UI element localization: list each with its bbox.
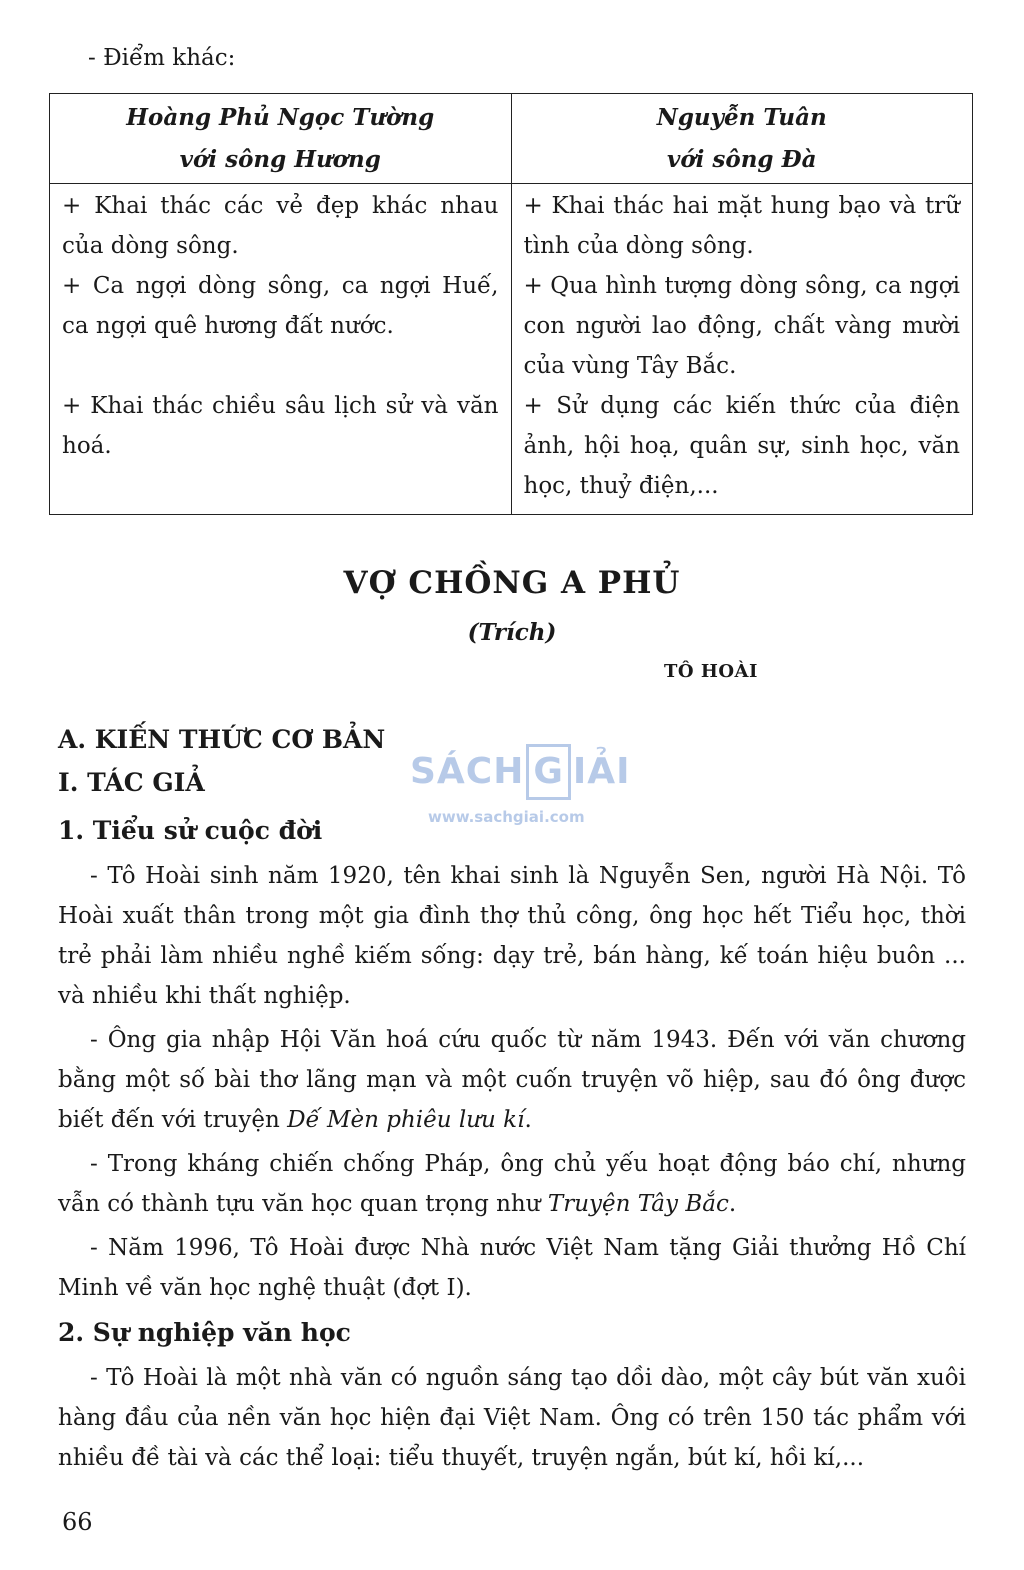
header-line: Nguyễn Tuân <box>656 104 827 131</box>
paragraph-text: . <box>524 1107 532 1133</box>
paragraph-text: . <box>728 1191 737 1217</box>
author-name: TÔ HOÀI <box>664 661 758 682</box>
page-title: VỢ CHỒNG A PHỦ <box>343 565 681 601</box>
watermark-url: www.sachgiai.com <box>428 808 585 826</box>
paragraph: - Tô Hoài là một nhà văn có nguồn sáng tạo dồi dào, một cây bút văn xuôi hàng đầu của nền văn học hiện đại Việt Nam. Ông có trên 150 tác phẩm với nhiều đề tài và các thể loại: tiểu thuyết, truyện ngắn, bút kí, hồi kí,... <box>58 1365 966 1471</box>
paragraph: - Tô Hoài sinh năm 1920, tên khai sinh là Nguyễn Sen, người Hà Nội. Tô Hoài xuất thân trong một gia đình thợ thủ công, ông học hết Tiểu học, thời trẻ phải làm nhiều nghề kiếm sống: dạy trẻ, bán hàng, kế toán hiệu buôn ... và nhiều khi thất nghiệp. <box>58 863 966 1009</box>
paragraph <box>58 1144 966 1224</box>
header-line: Hoàng Phủ Ngọc Tường <box>126 104 435 131</box>
work-title: Truyện Tây Bắc <box>547 1191 729 1217</box>
table-cell-col1 <box>50 184 512 515</box>
table-header-hoang-phu-ngoc-tuong <box>50 94 512 184</box>
page-number: 66 <box>62 1508 93 1536</box>
paragraph-text: - Trong kháng chiến chống Pháp, ông chủ yếu hoạt động báo chí, nhưng vẫn có thành tựu văn học quan trọng như <box>58 1151 966 1217</box>
section-heading-author: I. TÁC GIẢ <box>58 768 205 797</box>
differences-intro: - Điểm khác: <box>88 45 236 71</box>
table-item: + Khai thác hai mặt hung bạo và trữ tình của dòng sông. <box>523 193 960 259</box>
watermark-logo-text: SÁCH <box>410 751 525 792</box>
table-item: + Qua hình tượng dòng sông, ca ngợi con người lao động, chất vàng mười của vùng Tây Bắc. <box>523 273 960 379</box>
table-item: + Sử dụng các kiến thức của điện ảnh, hội hoạ, quân sự, sinh học, văn học, thuỷ điện,... <box>523 393 960 499</box>
paragraph: - Năm 1996, Tô Hoài được Nhà nước Việt Nam tặng Giải thưởng Hồ Chí Minh về văn học nghệ thuật (đợt I). <box>58 1235 966 1301</box>
watermark <box>410 740 631 830</box>
work-title: Dế Mèn phiêu lưu kí <box>287 1107 525 1133</box>
watermark-logo-g: G <box>526 744 571 800</box>
table-cell-col2 <box>511 184 973 515</box>
section-heading-a: A. KIẾN THỨC CƠ BẢN <box>58 725 386 754</box>
paragraph <box>58 1020 966 1140</box>
header-line: với sông Đà <box>666 146 817 173</box>
table-item: + Khai thác các vẻ đẹp khác nhau của dòng sông. <box>62 193 499 259</box>
comparison-table <box>49 93 973 515</box>
header-line: với sông Hương <box>179 146 381 173</box>
subsection-heading-career: 2. Sự nghiệp văn học <box>58 1318 351 1347</box>
paragraph-text: - Ông gia nhập Hội Văn hoá cứu quốc từ năm 1943. Đến với văn chương bằng một số bài thơ lãng mạn và một cuốn truyện võ hiệp, sau đó ông được biết đến với truyện <box>58 1027 966 1133</box>
watermark-logo <box>410 740 631 804</box>
watermark-logo-text: IẢI <box>572 751 631 792</box>
table-item: + Khai thác chiều sâu lịch sử và văn hoá. <box>62 393 499 459</box>
table-row <box>50 184 973 515</box>
table-item: + Ca ngợi dòng sông, ca ngợi Huế, ca ngợi quê hương đất nước. <box>62 273 499 339</box>
table-header-nguyen-tuan <box>511 94 973 184</box>
title-subtitle: (Trích) <box>467 619 557 646</box>
subsection-heading-biography: 1. Tiểu sử cuộc đời <box>58 816 323 845</box>
